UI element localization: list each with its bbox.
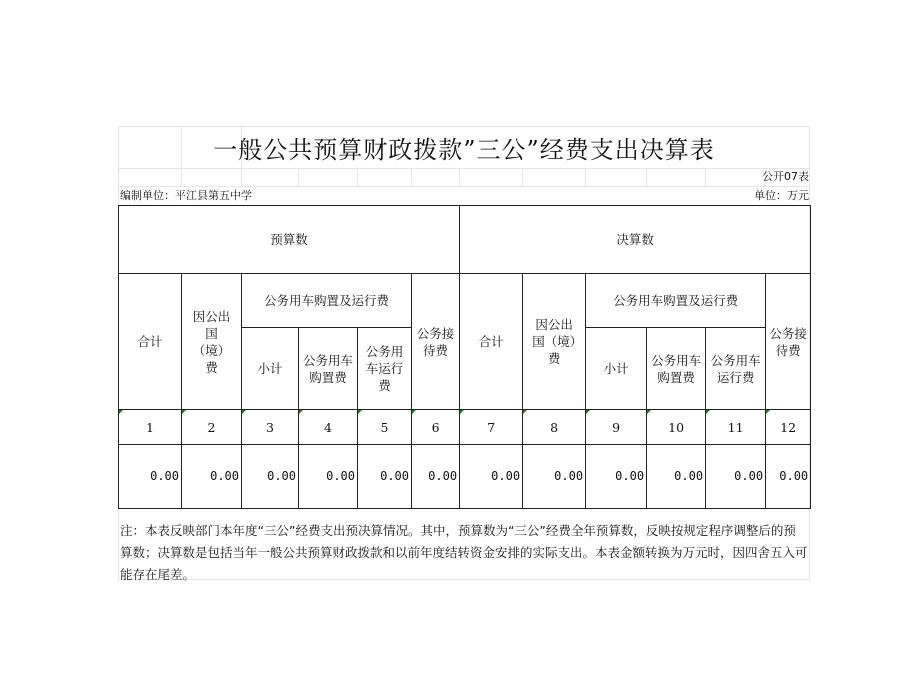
header-vehicle-group-budget: 公务用车购置及运行费 bbox=[242, 274, 412, 328]
header-subtotal-final: 小计 bbox=[586, 328, 647, 410]
header-vehicle-operation-final: 公务用车运行费 bbox=[706, 328, 766, 410]
value-cell: 0.00 bbox=[706, 445, 766, 509]
header-vehicle-purchase-final: 公务用车购置费 bbox=[647, 328, 706, 410]
currency-unit: 单位：万元 bbox=[754, 189, 809, 202]
value-cell: 0.00 bbox=[242, 445, 299, 509]
header-final: 决算数 bbox=[460, 206, 811, 274]
footnote: 注：本表反映部门本年度“三公”经费支出预决算情况。其中，预算数为“三公”经费全年预算数，反映按规定程序调整后的预算数；决算数是包括当年一般公共预算财政拨款和以前年度结转资金安排的实际支出。本表金额转换为万元时，因四舍五入可能存在尾差。 bbox=[118, 506, 810, 580]
header-vehicle-purchase-budget: 公务用车购置费 bbox=[299, 328, 358, 410]
column-index: 9 bbox=[586, 410, 647, 445]
header-abroad-final: 因公出国（境）费 bbox=[523, 274, 586, 410]
header-budget: 预算数 bbox=[119, 206, 460, 274]
column-index: 1 bbox=[119, 410, 182, 445]
column-index: 11 bbox=[706, 410, 766, 445]
column-index: 2 bbox=[182, 410, 242, 445]
column-index: 7 bbox=[460, 410, 523, 445]
value-cell: 0.00 bbox=[412, 445, 460, 509]
value-cell: 0.00 bbox=[358, 445, 412, 509]
value-cell: 0.00 bbox=[119, 445, 182, 509]
column-index: 10 bbox=[647, 410, 706, 445]
value-cell: 0.00 bbox=[299, 445, 358, 509]
expenditure-table bbox=[118, 205, 811, 509]
value-cell: 0.00 bbox=[523, 445, 586, 509]
column-index: 12 bbox=[766, 410, 811, 445]
header-subtotal-budget: 小计 bbox=[242, 328, 299, 410]
value-cell: 0.00 bbox=[182, 445, 242, 509]
header-abroad-budget: 因公出国（境）费 bbox=[182, 274, 242, 410]
column-index: 8 bbox=[523, 410, 586, 445]
column-index: 5 bbox=[358, 410, 412, 445]
header-vehicle-group-final: 公务用车购置及运行费 bbox=[586, 274, 766, 328]
header-reception-final: 公务接待费 bbox=[766, 274, 811, 410]
reporting-unit: 编制单位：平江县第五中学 bbox=[120, 189, 252, 202]
value-cell: 0.00 bbox=[586, 445, 647, 509]
form-number: 公开07表 bbox=[762, 170, 809, 183]
page-title: 一般公共预算财政拨款”三公”经费支出决算表 bbox=[213, 136, 715, 164]
header-reception-budget: 公务接待费 bbox=[412, 274, 460, 410]
value-cell: 0.00 bbox=[647, 445, 706, 509]
header-vehicle-operation-budget: 公务用车运行费 bbox=[358, 328, 412, 410]
header-total-final: 合计 bbox=[460, 274, 523, 410]
column-index: 3 bbox=[242, 410, 299, 445]
column-index: 4 bbox=[299, 410, 358, 445]
value-cell: 0.00 bbox=[766, 445, 811, 509]
column-index: 6 bbox=[412, 410, 460, 445]
value-cell: 0.00 bbox=[460, 445, 523, 509]
header-total-budget: 合计 bbox=[119, 274, 182, 410]
